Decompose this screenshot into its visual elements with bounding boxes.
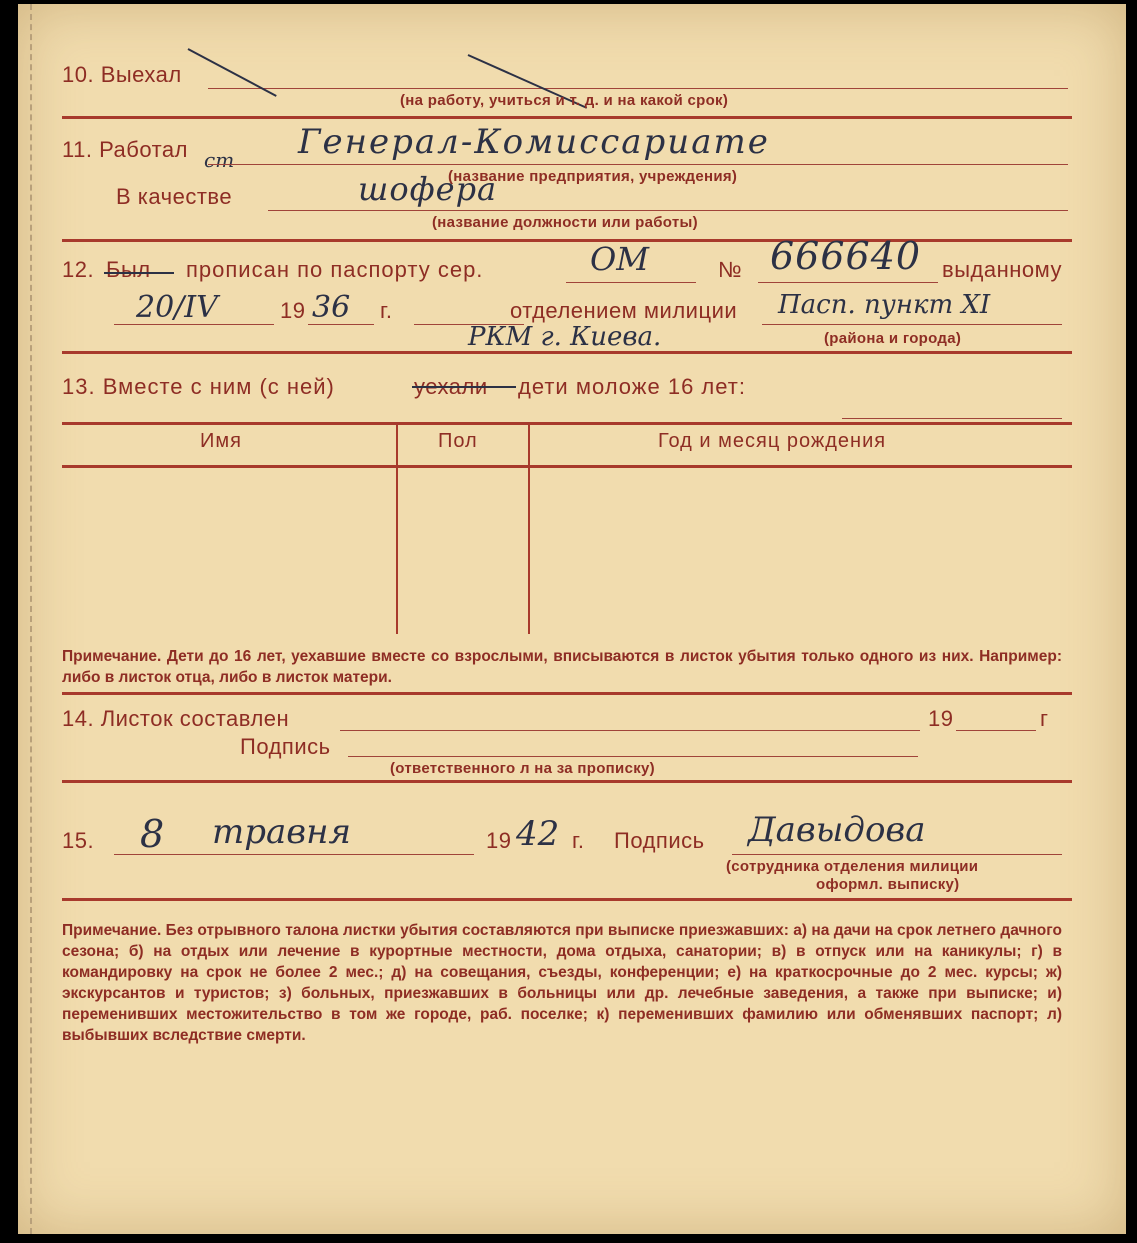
item14-caption: (ответственного л на за прописку) bbox=[390, 760, 655, 777]
footer-note: Примечание. Без отрывного талона листки убытия составляются при выписке приезжавших: а) на дачи на срок летнего дачного сезона; б) на отдых или лечение в курортные местности, дома отдыха, санатории; в) в отпуск или на каникулы; г) в командировку на срок не более 2 мес.; д) на совещания, съезды, конференции; е) на краткосрочные до 2 мес. курсы; ж) экскурсантов и туристов; з) больных, приезжавших в больницы или др. лечебные заведения, а также при выписке; и) переменивших местожительство в том же городе, раб. поселке; к) переменивших фамилию или обменявших паспорт; л) выбывших вследствие смерти. bbox=[62, 922, 1062, 1044]
item12-number-line bbox=[758, 282, 938, 283]
item15-label: 15. bbox=[62, 828, 95, 853]
table-col-divider-1 bbox=[396, 424, 398, 634]
item15-sign-line bbox=[732, 854, 1062, 855]
item11-label: 11. Работал bbox=[62, 137, 188, 162]
item12-year-line bbox=[308, 324, 374, 325]
item12-series: ОМ bbox=[590, 240, 649, 278]
item13-label-rest: дети моложе 16 лет: bbox=[518, 374, 746, 399]
perforation-edge bbox=[30, 4, 42, 1234]
item15-date-line bbox=[114, 854, 474, 855]
item13-note: Примечание. Дети до 16 лет, уехавшие вместе со взрослыми, вписываются в листок убытия только одного из них. Например: либо в листок отца, либо в листок матери. bbox=[62, 648, 1062, 686]
divider-12 bbox=[62, 351, 1072, 354]
item15-caption-1: (сотрудника отделения милиции bbox=[726, 858, 979, 875]
divider-10 bbox=[62, 116, 1072, 119]
item11-caption-role: (название должности или работы) bbox=[432, 214, 698, 231]
item13-struck-word: уехали bbox=[414, 374, 488, 399]
item13-fill-line bbox=[842, 418, 1062, 419]
divider-14 bbox=[62, 780, 1072, 783]
item15-caption-2: оформл. выписку) bbox=[816, 876, 960, 893]
divider-13 bbox=[62, 692, 1072, 695]
item12-dept-hand-2: РКМ г. Киева. bbox=[468, 322, 662, 352]
column-header-birth: Год и месяц рождения bbox=[658, 430, 887, 452]
item12-year-suffix: 36 bbox=[312, 290, 351, 325]
item14-year-unit: г bbox=[1040, 706, 1049, 731]
item15-month: травня bbox=[212, 812, 351, 852]
item12-struck-word: Был bbox=[106, 257, 151, 282]
item11-hand-role: шофера bbox=[358, 170, 498, 208]
table-col-divider-2 bbox=[528, 424, 530, 634]
item13-struck-line bbox=[412, 386, 516, 388]
item14-sign-label: Подпись bbox=[240, 734, 331, 759]
table-header-border bbox=[62, 465, 1072, 468]
item11-place-line bbox=[208, 164, 1068, 165]
column-header-sex: Пол bbox=[438, 430, 478, 452]
item12-caption: (района и города) bbox=[824, 330, 962, 347]
item12-number-sign: № bbox=[718, 257, 743, 282]
item13-label: 13. Вместе с ним (с ней) bbox=[62, 374, 335, 399]
item15-year-unit: г. bbox=[572, 828, 585, 853]
item10-fill-line bbox=[208, 88, 1068, 89]
item14-sign-line bbox=[348, 756, 918, 757]
table-top-border bbox=[62, 422, 1072, 425]
column-header-name: Имя bbox=[200, 430, 242, 452]
item14-date-line bbox=[340, 730, 920, 731]
item12-dept-line bbox=[762, 324, 1062, 325]
form-sheet bbox=[18, 4, 1126, 1234]
item14-label: 14. Листок составлен bbox=[62, 706, 290, 731]
item12-dept-hand-1: Пасп. пункт XI bbox=[778, 290, 991, 320]
item14-year-line bbox=[956, 730, 1036, 731]
item11-role-label: В качестве bbox=[116, 184, 233, 209]
item12-year-unit: г. bbox=[380, 298, 393, 323]
item10-caption: (на работу, учиться и т. д. и на какой срок) bbox=[400, 92, 729, 109]
item11-caption-place: (название предприятия, учреждения) bbox=[448, 168, 738, 185]
item11-role-line bbox=[268, 210, 1068, 211]
item12-number: 666640 bbox=[770, 234, 922, 278]
item10-label: 10. Выехал bbox=[62, 62, 182, 87]
item12-year-prefix: 19 bbox=[280, 298, 306, 323]
item11-hand-place: Генерал-Комиссариате bbox=[298, 122, 770, 162]
item12-date: 20/IV bbox=[136, 290, 218, 325]
item12-issued: выданному bbox=[942, 257, 1062, 282]
item12-date-line bbox=[114, 324, 274, 325]
item15-signature: Давыдова bbox=[748, 810, 926, 850]
item10-strike-1 bbox=[188, 48, 277, 97]
item15-day: 8 bbox=[140, 812, 165, 856]
item12-struck-line bbox=[104, 272, 174, 274]
item12-num: 12. bbox=[62, 257, 95, 282]
item12-dept-label: отделением милиции bbox=[510, 298, 738, 323]
item14-year-prefix: 19 bbox=[928, 706, 954, 731]
item15-year-suffix: 42 bbox=[516, 814, 560, 854]
item11-hand-prefix: ст bbox=[204, 148, 235, 172]
item12-series-line bbox=[566, 282, 696, 283]
item15-sign-label: Подпись bbox=[614, 828, 705, 853]
divider-15 bbox=[62, 898, 1072, 901]
item15-year-prefix: 19 bbox=[486, 828, 512, 853]
item12-label: прописан по паспорту сер. bbox=[186, 257, 484, 282]
